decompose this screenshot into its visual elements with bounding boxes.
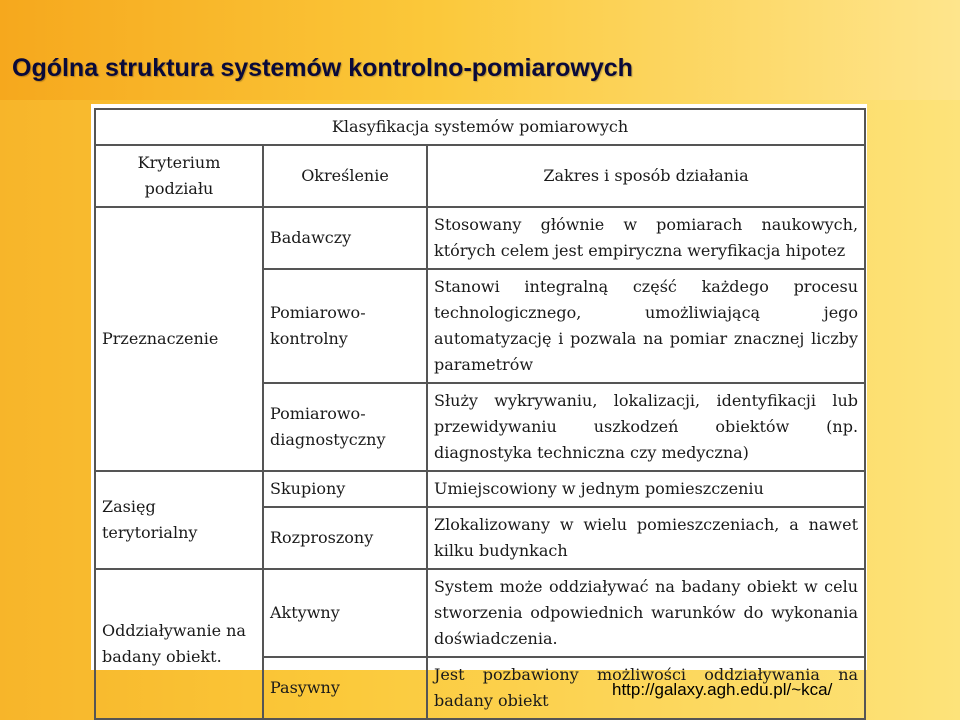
header-criterion: Kryterium podziału (95, 145, 263, 207)
slide-title: Ogólna struktura systemów kontrolno-pomiarowych (12, 54, 633, 82)
term-cell: Pomiarowo-diagnostyczny (263, 383, 427, 471)
term-cell: Pomiarowo-kontrolny (263, 269, 427, 383)
term-cell: Badawczy (263, 207, 427, 269)
description-cell: Umiejscowiony w jednym pomieszczeniu (427, 471, 865, 507)
title-band (0, 0, 960, 100)
description-cell: Służy wykrywaniu, lokalizacji, identyfikacji lub przewidywaniu uszkodzeń obiektów (np. diagnostyka techniczna czy medyczna) (427, 383, 865, 471)
description-cell: Stanowi integralną część każdego procesu technologicznego, umożliwiającą jego automatyzację i pozwala na pomiar znacznej liczby parametrów (427, 269, 865, 383)
term-cell: Rozproszony (263, 507, 427, 569)
criterion-cell: Przeznaczenie (95, 207, 263, 471)
term-cell: Aktywny (263, 569, 427, 657)
criterion-cell: Oddziaływanie na badany obiekt. (95, 569, 263, 719)
description-cell: System może oddziaływać na badany obiekt w celu stworzenia odpowiednich warunków do wykonania doświadczenia. (427, 569, 865, 657)
term-cell: Pasywny (263, 657, 427, 719)
term-cell: Skupiony (263, 471, 427, 507)
criterion-cell: Zasięg terytorialny (95, 471, 263, 569)
header-term: Określenie (263, 145, 427, 207)
description-cell: Stosowany głównie w pomiarach naukowych, których celem jest empiryczna weryfikacja hipotez (427, 207, 865, 269)
description-cell: Zlokalizowany w wielu pomieszczeniach, a nawet kilku budynkach (427, 507, 865, 569)
description-cell: Jest pozbawiony możliwości oddziaływania na badany obiekt (427, 657, 865, 719)
table-caption: Klasyfikacja systemów pomiarowych (95, 109, 865, 145)
header-scope: Zakres i sposób działania (427, 145, 865, 207)
source-url[interactable]: http://galaxy.agh.edu.pl/~kca/ (612, 680, 833, 699)
classification-table (94, 108, 866, 720)
